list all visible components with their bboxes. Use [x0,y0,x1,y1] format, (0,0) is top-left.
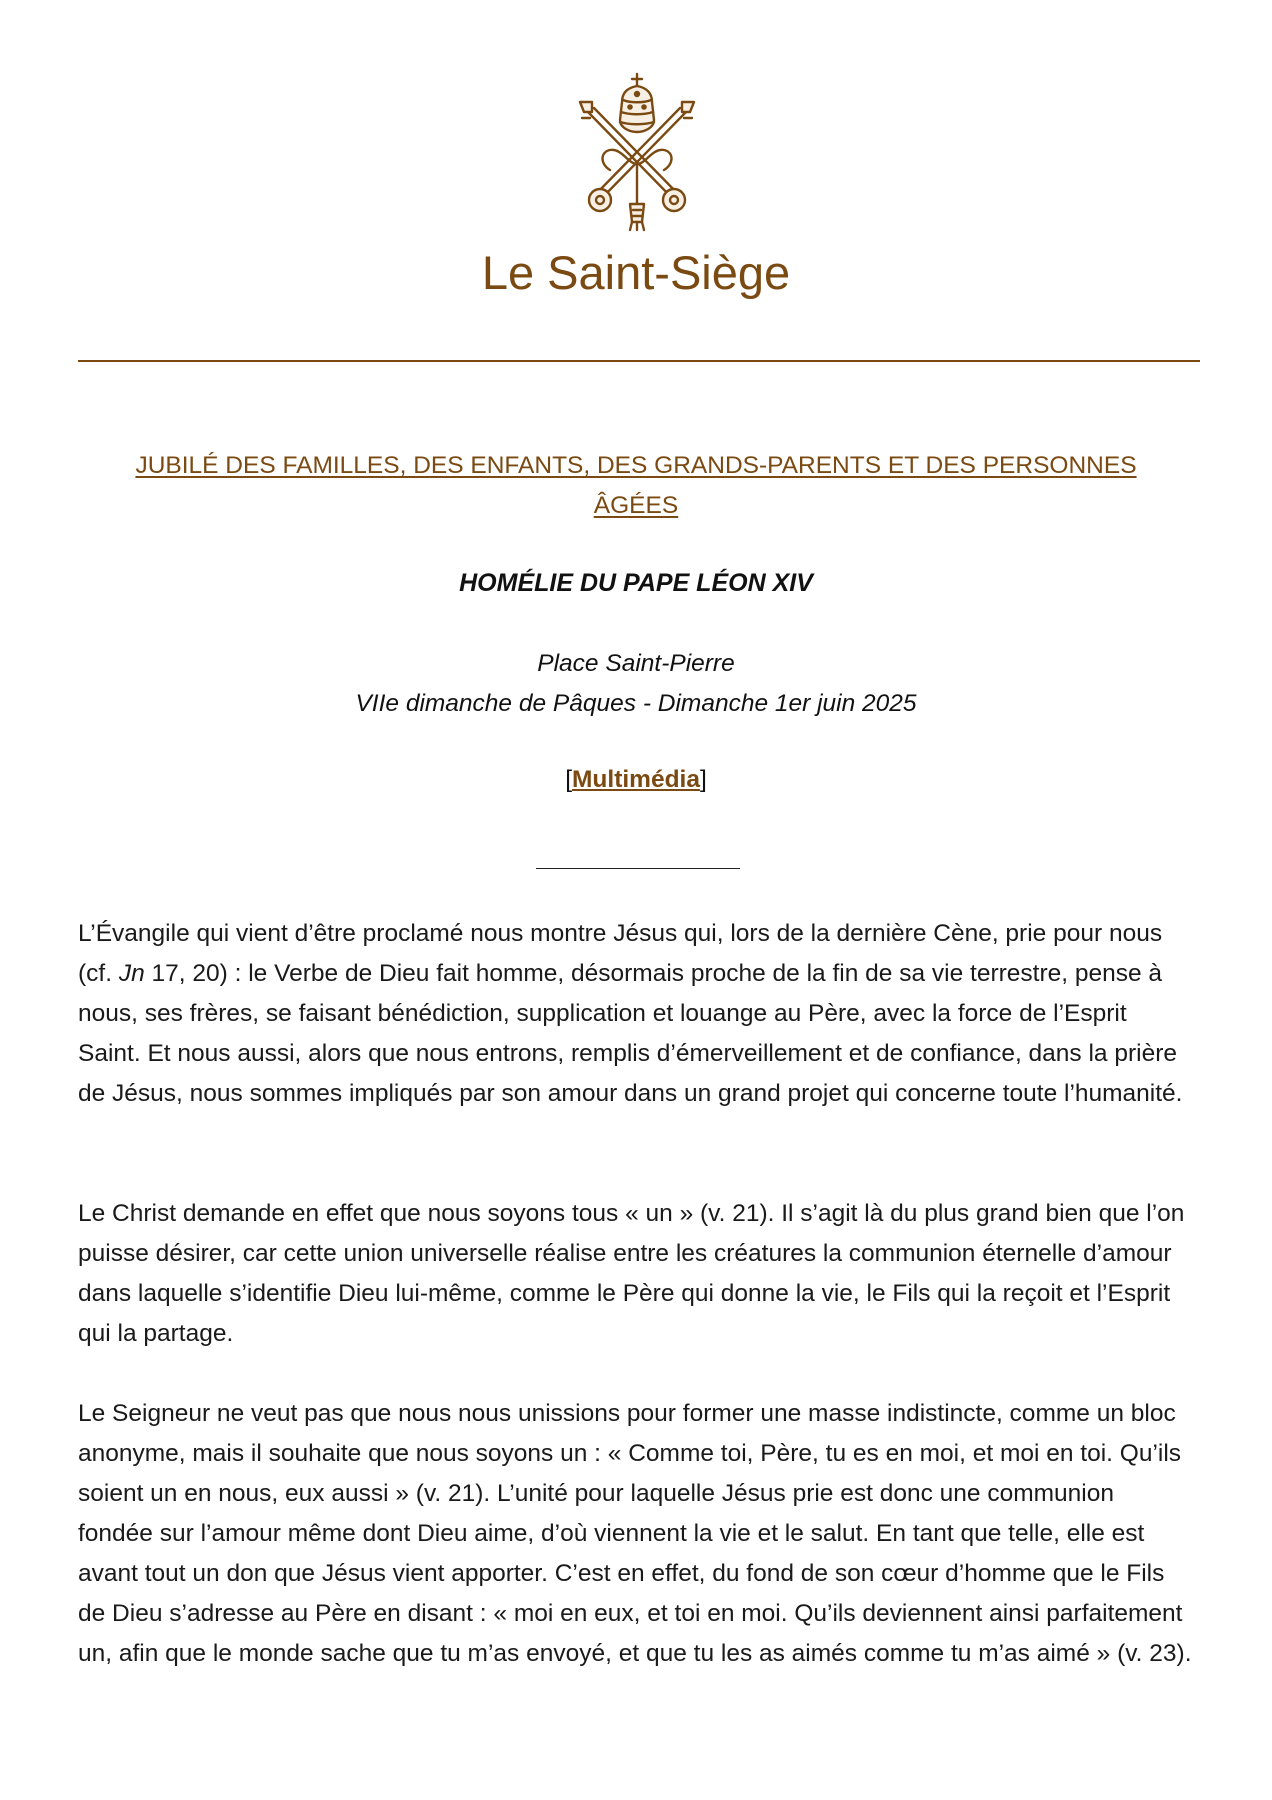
paragraph-1 [78,914,1194,1114]
event-title-link[interactable]: JUBILÉ DES FAMILLES, DES ENFANTS, DES GRANDS-PARENTS ET DES PERSONNES ÂGÉES [135,452,1137,519]
multimedia-link[interactable]: Multimédia [572,766,700,793]
multimedia-line [0,760,1272,800]
site-title: Le Saint-Siège [481,246,791,299]
multimedia-bracket-close: ] [699,766,707,793]
papal-emblem-icon [570,72,704,232]
homily-title: HOMÉLIE DU PAPE LÉON XIV [459,569,813,597]
paragraph-1-end: 17, 20) : le Verbe de Dieu fait homme, désormais proche de la fin de sa vie terrestre, pense à nous, ses frères, se faisant bénédiction, supplication et louange au Père, avec la force de l’Esprit Saint. Et nous aussi, alors que nous entrons, remplis d’émerveillement et de confiance, dans la prière de Jésus, nous sommes impliqués par son amour dans un grand projet qui concerne toute l’humanité. [78,960,1183,1107]
section-divider [536,868,740,869]
homily-date: VIIe dimanche de Pâques - Dimanche 1er juin 2025 [355,690,917,717]
scripture-reference: Jn [118,960,145,987]
homily-place: Place Saint-Pierre [537,650,735,677]
paragraph-3: Le Seigneur ne veut pas que nous nous unissions pour former une masse indistincte, comme un bloc anonyme, mais il souhaite que nous soyons un : « Comme toi, Père, tu es en moi, et moi en toi. Qu’ils soient un en nous, eux aussi » (v. 21). L’unité pour laquelle Jésus prie est donc une communion fondée sur l’amour même dont Dieu aime, d’où viennent la vie et le salut. En tant que telle, elle est avant tout un don que Jésus vient apporter. C’est en effet, du fond de son cœur d’homme que le Fils de Dieu s’adresse au Père en disant : « moi en eux, et toi en moi. Qu’ils deviennent ainsi parfaitement un, afin que le monde sache que tu m’as envoyé, et que tu les as aimés comme tu m’as aimé » (v. 23). [78,1400,1192,1667]
multimedia-bracket-open: [ [565,766,573,793]
paragraph-1-start: L’Évangile qui vient d’être proclamé nous montre Jésus qui, lors de la dernière Cène, prie pour nous (cf. [78,920,1163,987]
header-divider [78,360,1200,362]
paragraph-2: Le Christ demande en effet que nous soyons tous « un » (v. 21). Il s’agit là du plus grand bien que l’on puisse désirer, car cette union universelle réalise entre les créatures la communion éternelle d’amour dans laquelle s’identifie Dieu lui-même, comme le Père qui donne la vie, le Fils qui la reçoit et l’Esprit qui la partage. [78,1200,1185,1347]
